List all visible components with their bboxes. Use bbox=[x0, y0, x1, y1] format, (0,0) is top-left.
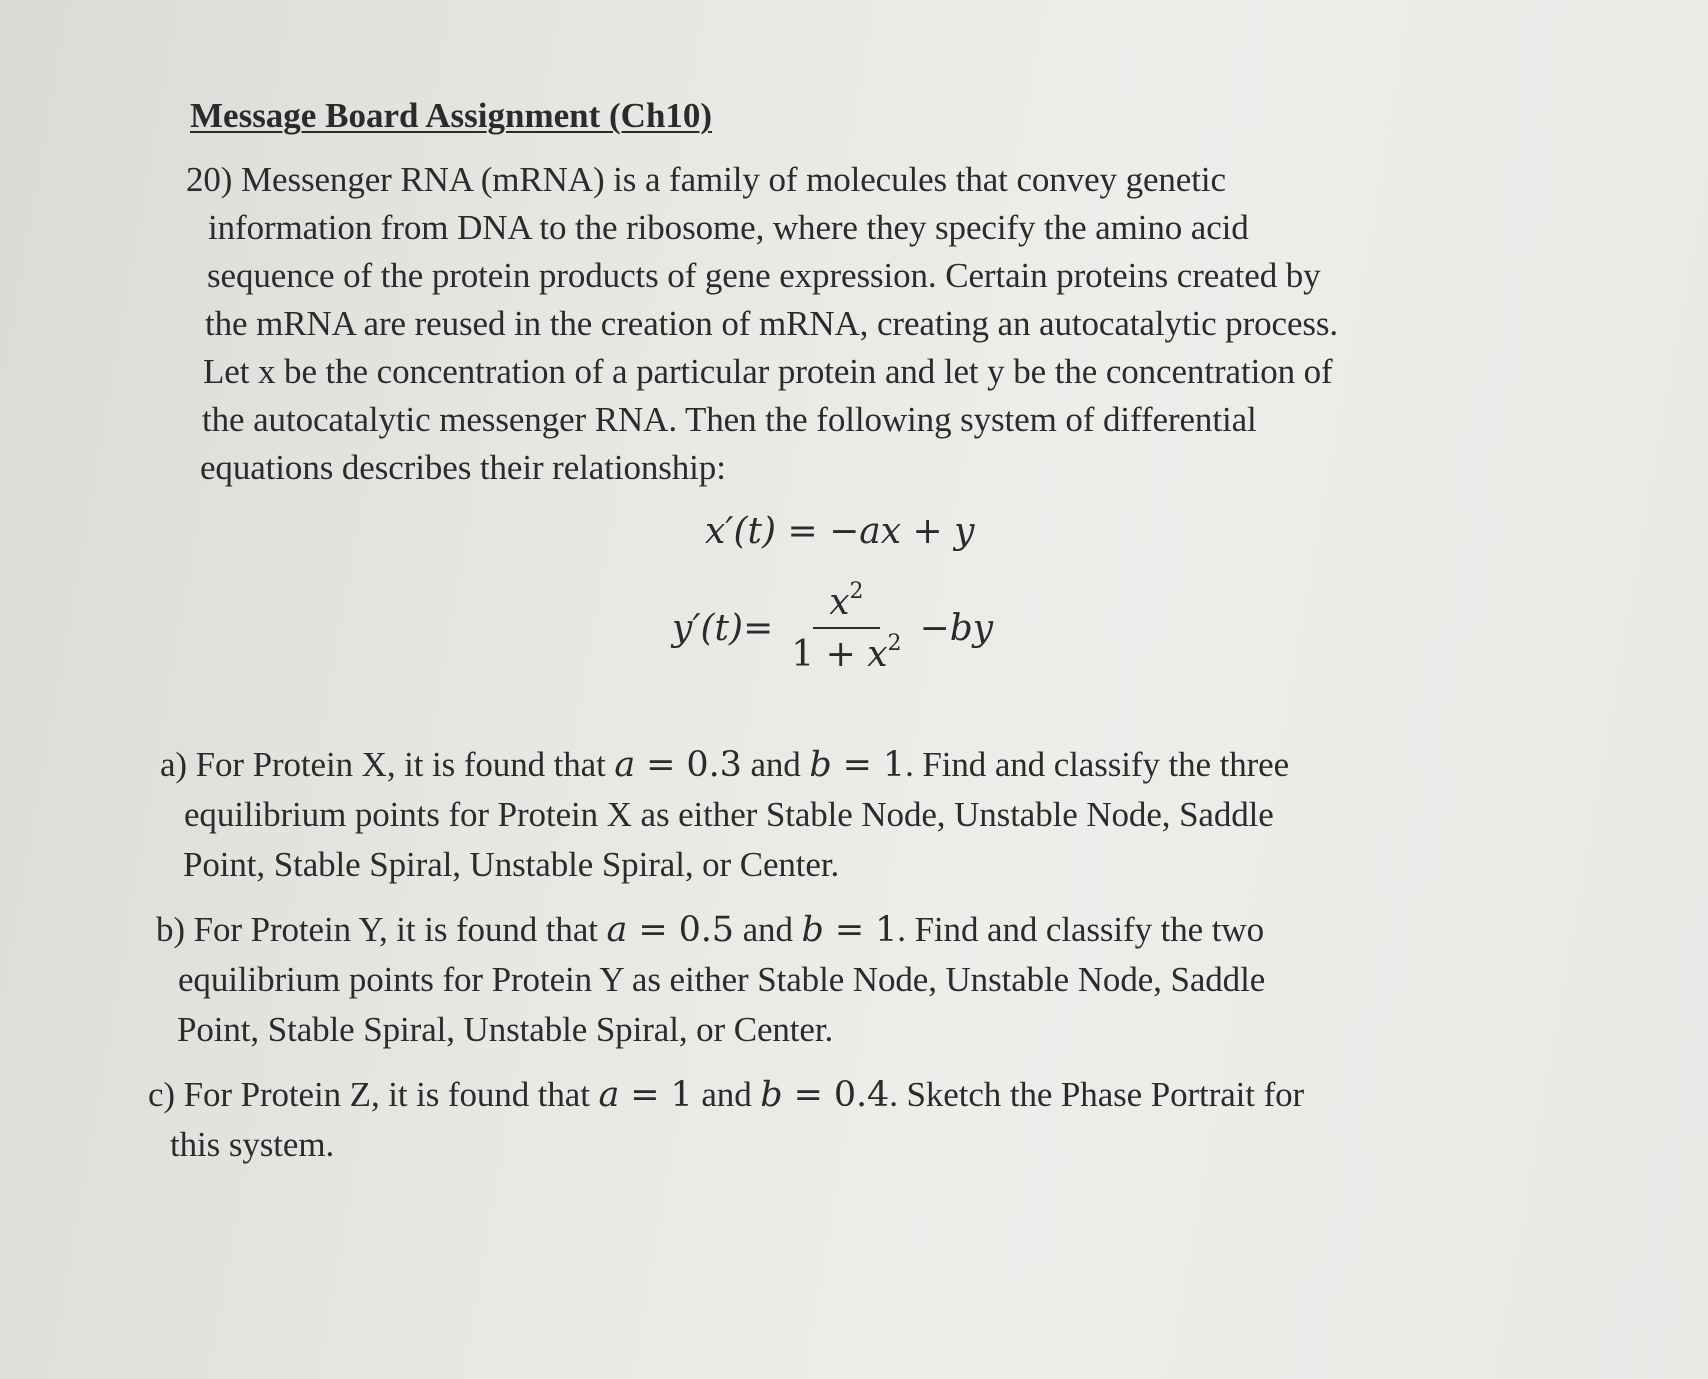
assignment-title: Message Board Assignment (Ch10) bbox=[190, 96, 713, 135]
problem-line: 20) Messenger RNA (mRNA) is a family of molecules that convey genetic bbox=[186, 160, 1226, 199]
numerator-variable: x bbox=[829, 582, 850, 623]
equals-sign: = bbox=[776, 511, 830, 552]
part-a-line-3: Point, Stable Spiral, Unstable Spiral, or Center. bbox=[183, 845, 840, 884]
denominator-constant: 1 + bbox=[791, 634, 868, 675]
problem-line: the autocatalytic messenger RNA. Then the following system of differential bbox=[202, 400, 1257, 439]
part-b-line-3: Point, Stable Spiral, Unstable Spiral, or Center. bbox=[177, 1010, 834, 1049]
fraction bbox=[783, 581, 909, 675]
problem-line: information from DNA to the ribosome, where they specify the amino acid bbox=[208, 208, 1249, 247]
equation-lhs: x′(t) bbox=[705, 511, 777, 552]
denominator-variable: x bbox=[867, 634, 888, 675]
denominator-exponent: 2 bbox=[887, 631, 902, 656]
part-a-line-2: equilibrium points for Protein X as either Stable Node, Unstable Node, Saddle bbox=[184, 795, 1274, 834]
equation-rhs: −ax + y bbox=[829, 511, 975, 552]
part-c-line-1: c) For Protein Z, it is found that a = 1 and b = 0.4. Sketch the Phase Portrait for bbox=[148, 1075, 1305, 1115]
equation-y-prime bbox=[672, 578, 993, 678]
equation-x-prime bbox=[705, 510, 974, 552]
problem-line: Let x be the concentration of a particular protein and let y be the concentration of bbox=[203, 352, 1333, 391]
minus-sign: − bbox=[919, 607, 950, 649]
part-a-line-1: a) For Protein X, it is found that a = 0.3 and b = 1. Find and classify the three bbox=[160, 745, 1290, 785]
equals-sign: = bbox=[743, 607, 774, 649]
problem-line: equations describes their relationship: bbox=[200, 448, 726, 487]
problem-line: sequence of the protein products of gene expression. Certain proteins created by bbox=[207, 256, 1321, 295]
fraction-denominator bbox=[783, 629, 909, 675]
equation-tail: by bbox=[949, 607, 994, 649]
equation-lhs: y′(t) bbox=[672, 607, 744, 649]
part-b-line-1: b) For Protein Y, it is found that a = 0.5 and b = 1. Find and classify the two bbox=[156, 910, 1264, 950]
fraction-numerator bbox=[813, 581, 879, 629]
part-c-line-2: this system. bbox=[170, 1125, 335, 1164]
problem-line: the mRNA are reused in the creation of mRNA, creating an autocatalytic process. bbox=[205, 304, 1339, 343]
part-b-line-2: equilibrium points for Protein Y as either Stable Node, Unstable Node, Saddle bbox=[178, 960, 1266, 999]
numerator-exponent: 2 bbox=[849, 579, 864, 604]
